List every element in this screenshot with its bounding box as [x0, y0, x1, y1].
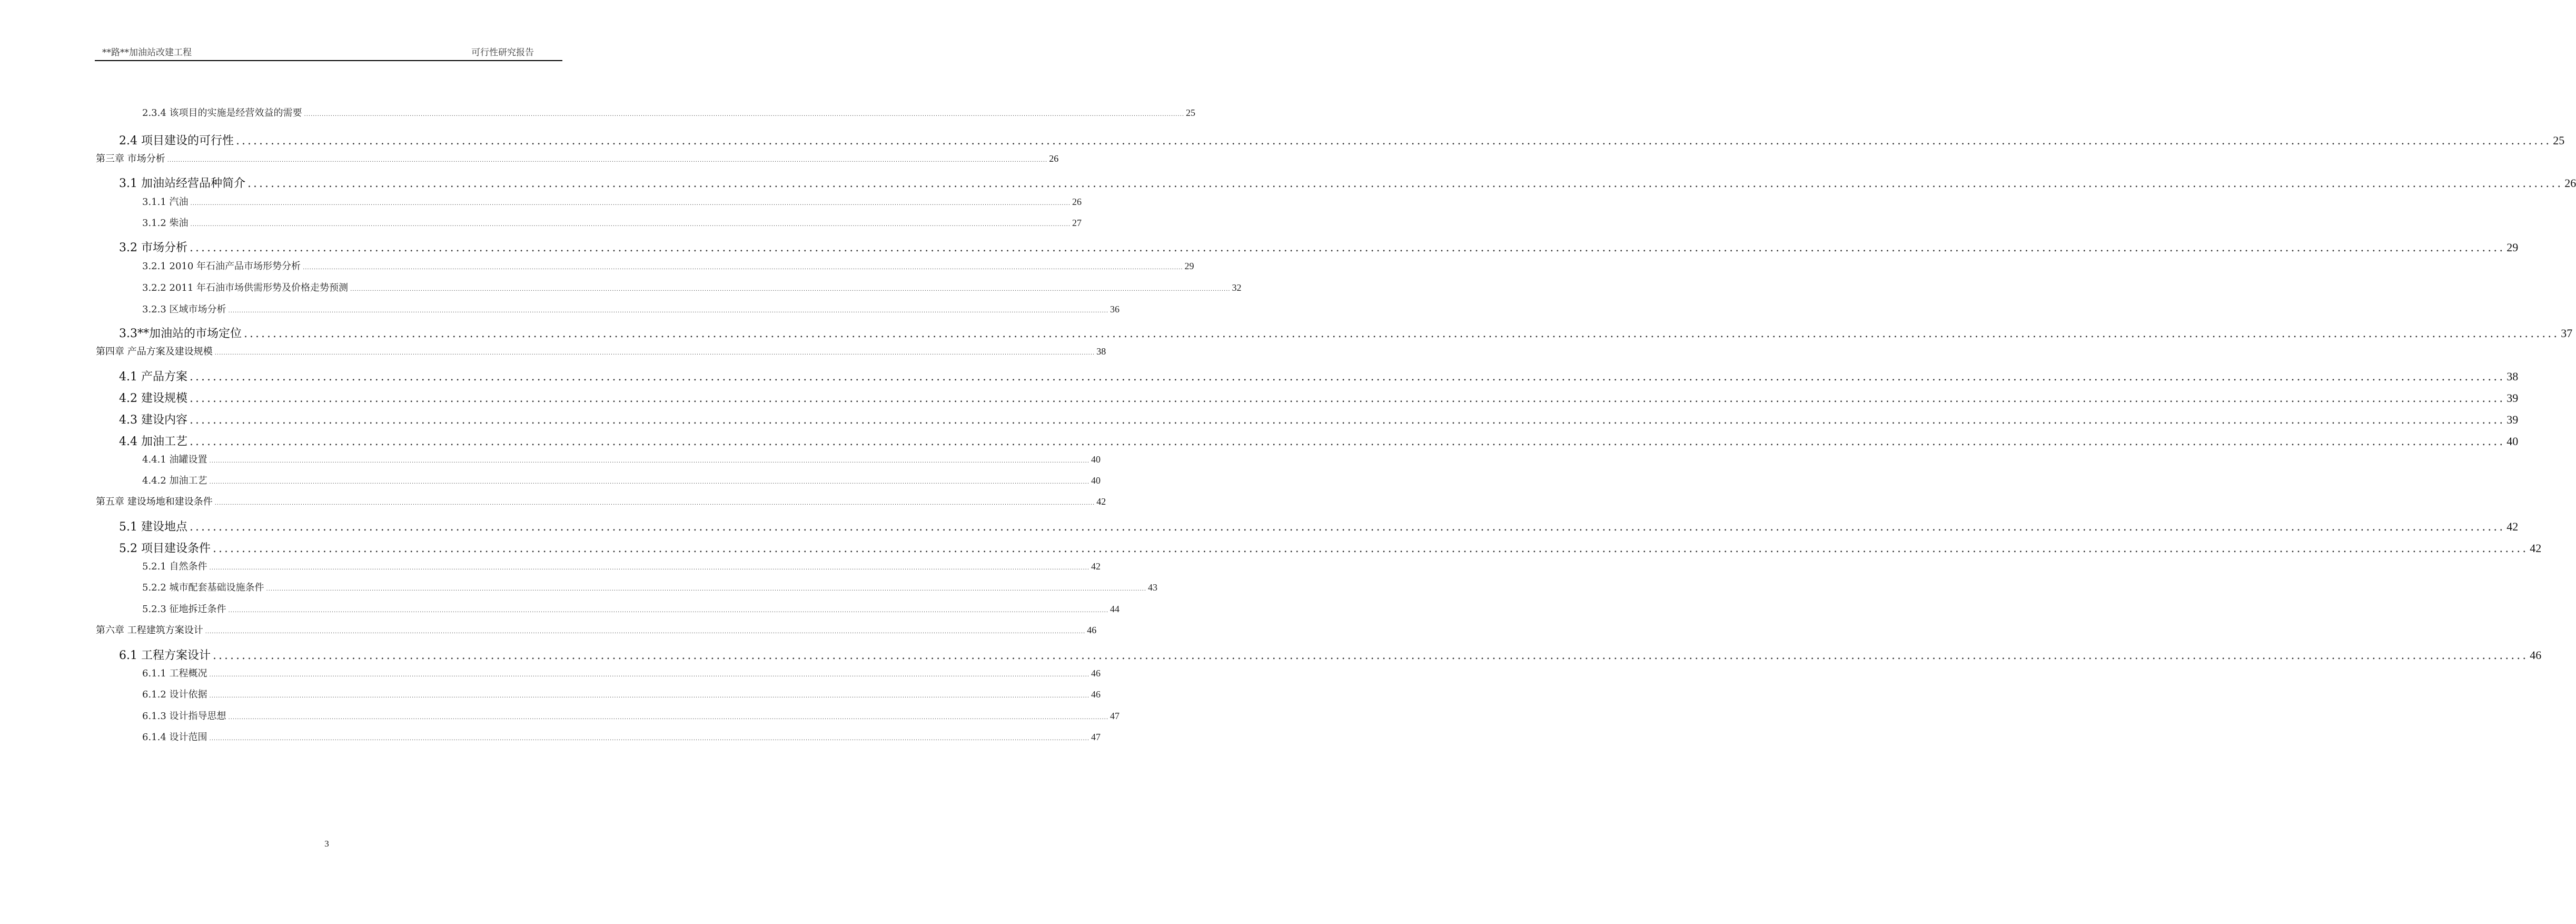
dot-leader: ................................................................................................................................................................................................................................................................................................................................................................................................................ [190, 201, 1071, 207]
dot-leader: ................................................................................................................................................................................................................................................................................................................................................................................................................ [266, 586, 1147, 592]
toc-entry[interactable] [96, 344, 1106, 358]
toc-entry-page: 27 [1072, 218, 1082, 228]
dot-leader: ................................................................................................................................................................................................................................................................................................................................................................................................................ [190, 222, 1071, 228]
dot-leader: ................................................................................................................................................................................................................................................................................................................................................................................................................ [209, 565, 1090, 571]
dot-leader: ................................................................................................................................................................................................................................................................................................................................................................................................................ [228, 308, 1109, 314]
toc-entry[interactable] [142, 452, 1101, 466]
dot-leader: ................................................................................................................................................................................................................................................................................................................................................................................................................ [212, 649, 2529, 662]
toc-entry-page: 47 [1091, 732, 1101, 742]
dot-leader: ................................................................................................................................................................................................................................................................................................................................................................................................................ [303, 265, 1183, 271]
toc-entry-page: 37 [2561, 327, 2573, 340]
toc-entry-page: 29 [1184, 261, 1194, 271]
toc-entry[interactable] [142, 280, 1242, 294]
toc-entry[interactable] [142, 194, 1082, 208]
toc-entry-title: 6.1 工程方案设计 [119, 649, 211, 662]
dot-leader: ................................................................................................................................................................................................................................................................................................................................................................................................................ [167, 158, 1048, 163]
toc-entry[interactable] [96, 494, 1106, 508]
toc-entry-page: 29 [2506, 241, 2519, 254]
dot-leader: ................................................................................................................................................................................................................................................................................................................................................................................................................ [209, 693, 1090, 699]
dot-leader: ................................................................................................................................................................................................................................................................................................................................................................................................................ [228, 715, 1109, 721]
toc-entry[interactable] [96, 151, 1059, 165]
toc-entry-page: 25 [2553, 134, 2565, 147]
toc-entry-title: 3.2.2 2011 年石油市场供需形势及价格走势预测 [142, 282, 349, 293]
toc-entry[interactable] [142, 473, 1101, 487]
toc-entry-title: 5.1 建设地点 [119, 520, 187, 534]
page-number: 3 [324, 839, 329, 849]
toc-entry-title: 6.1.4 设计范围 [142, 732, 207, 743]
dot-leader: ................................................................................................................................................................................................................................................................................................................................................................................................................ [189, 520, 2505, 534]
toc-entry[interactable] [119, 411, 2519, 427]
toc-entry-page: 39 [2506, 413, 2519, 426]
dot-leader: ................................................................................................................................................................................................................................................................................................................................................................................................................ [189, 392, 2505, 405]
toc-entry[interactable] [119, 646, 2542, 663]
toc-entry[interactable] [142, 215, 1082, 229]
toc-entry-title: 3.2 市场分析 [119, 241, 187, 254]
toc-entry-page: 32 [1232, 282, 1242, 293]
toc-entry[interactable] [119, 539, 2542, 556]
toc-entry-page: 38 [2506, 370, 2519, 383]
toc-entry-title: 3.3**加油站的市场定位 [119, 327, 242, 340]
dot-leader: ................................................................................................................................................................................................................................................................................................................................................................................................................ [209, 672, 1090, 678]
toc-entry-title: 3.1.1 汽油 [142, 196, 189, 208]
toc-entry[interactable] [142, 302, 1120, 316]
toc-entry-page: 25 [1186, 107, 1196, 118]
document-type: 可行性研究报告 [471, 47, 534, 58]
dot-leader: ................................................................................................................................................................................................................................................................................................................................................................................................................ [214, 350, 1095, 356]
toc-entry-title: 4.1 产品方案 [119, 370, 187, 384]
toc-entry[interactable] [142, 559, 1101, 573]
toc-entry[interactable] [142, 687, 1101, 701]
toc-entry-title: 5.2 项目建设条件 [119, 542, 211, 555]
toc-entry-title: 5.2.2 城市配套基础设施条件 [142, 582, 264, 593]
toc-entry-page: 42 [2506, 520, 2519, 533]
toc-entry-title: 2.3.4 该项目的实施是经营效益的需要 [142, 107, 302, 119]
toc-entry[interactable] [119, 174, 2576, 191]
toc-entry-page: 39 [2506, 391, 2519, 405]
dot-leader: ................................................................................................................................................................................................................................................................................................................................................................................................................ [214, 500, 1095, 506]
toc-entry[interactable] [142, 602, 1120, 615]
dot-leader: ................................................................................................................................................................................................................................................................................................................................................................................................................ [212, 542, 2529, 555]
toc-entry-page: 46 [1091, 668, 1101, 679]
toc-entry-title: 第四章 产品方案及建设规模 [96, 346, 213, 357]
toc-entry[interactable] [142, 105, 1196, 119]
toc-entry-title: 3.1.2 柴油 [142, 218, 189, 229]
toc-entry-page: 40 [2506, 435, 2519, 448]
toc-entry[interactable] [142, 730, 1101, 743]
toc-entry[interactable] [119, 389, 2519, 406]
toc-entry-title: 第六章 工程建筑方案设计 [96, 625, 203, 636]
dot-leader: ................................................................................................................................................................................................................................................................................................................................................................................................................ [209, 736, 1090, 742]
toc-entry[interactable] [119, 518, 2519, 534]
toc-entry-page: 46 [1087, 625, 1097, 635]
toc-entry[interactable] [142, 580, 1158, 594]
toc-entry-title: 3.1 加油站经营品种简介 [119, 177, 245, 190]
toc-entry-page: 40 [1091, 475, 1101, 486]
dot-leader: ................................................................................................................................................................................................................................................................................................................................................................................................................ [350, 287, 1231, 292]
dot-leader: ................................................................................................................................................................................................................................................................................................................................................................................................................ [189, 370, 2505, 384]
toc-entry-page: 26 [2564, 176, 2576, 190]
toc-entry-title: 4.4 加油工艺 [119, 435, 187, 448]
toc-entry[interactable] [142, 709, 1120, 722]
toc-entry-title: 3.2.1 2010 年石油产品市场形势分析 [142, 261, 301, 272]
toc-entry-page: 42 [2530, 542, 2542, 555]
toc-entry-title: 3.2.3 区域市场分析 [142, 304, 226, 315]
toc-entry-page: 42 [1096, 496, 1106, 507]
toc-entry-title: 6.1.1 工程概况 [142, 668, 207, 679]
toc-entry-page: 47 [1110, 711, 1120, 721]
toc-entry-page: 46 [2530, 648, 2542, 662]
toc-entry[interactable] [119, 432, 2519, 449]
toc-entry-title: 4.4.2 加油工艺 [142, 475, 207, 486]
dot-leader: ................................................................................................................................................................................................................................................................................................................................................................................................................ [304, 112, 1185, 117]
toc-entry[interactable] [119, 368, 2519, 384]
toc-entry[interactable] [142, 259, 1194, 272]
toc-entry[interactable] [119, 132, 2565, 148]
toc-entry-title: 第三章 市场分析 [96, 153, 165, 164]
toc-entry[interactable] [142, 666, 1101, 680]
dot-leader: ................................................................................................................................................................................................................................................................................................................................................................................................................ [209, 479, 1090, 485]
toc-entry-page: 40 [1091, 454, 1101, 465]
dot-leader: ................................................................................................................................................................................................................................................................................................................................................................................................................ [247, 177, 2563, 190]
dot-leader: ................................................................................................................................................................................................................................................................................................................................................................................................................ [189, 435, 2505, 448]
toc-entry-page: 42 [1091, 561, 1101, 572]
dot-leader: ................................................................................................................................................................................................................................................................................................................................................................................................................ [244, 327, 2560, 340]
document-title: **路**加油站改建工程 [102, 47, 192, 58]
toc-entry-title: 4.4.1 油罐设置 [142, 454, 207, 465]
toc-entry-title: 6.1.3 设计指导思想 [142, 711, 226, 722]
toc-entry-title: 第五章 建设场地和建设条件 [96, 496, 213, 507]
toc-entry-page: 43 [1148, 582, 1158, 593]
toc-entry-title: 4.2 建设规模 [119, 392, 187, 405]
toc-entry-page: 26 [1049, 153, 1059, 164]
toc-entry-page: 46 [1091, 689, 1101, 700]
dot-leader: ................................................................................................................................................................................................................................................................................................................................................................................................................ [228, 608, 1109, 614]
toc-entry-title: 4.3 建设内容 [119, 414, 187, 427]
page-header [95, 47, 562, 61]
toc-entry[interactable] [119, 325, 2573, 341]
dot-leader: ................................................................................................................................................................................................................................................................................................................................................................................................................ [205, 629, 1086, 635]
toc-entry-title: 5.2.1 自然条件 [142, 561, 207, 572]
toc-entry[interactable] [119, 239, 2519, 255]
toc-entry-title: 6.1.2 设计依据 [142, 689, 207, 700]
dot-leader: ................................................................................................................................................................................................................................................................................................................................................................................................................ [209, 458, 1090, 464]
dot-leader: ................................................................................................................................................................................................................................................................................................................................................................................................................ [189, 241, 2505, 254]
toc-entry-page: 36 [1110, 304, 1120, 314]
toc-entry-page: 38 [1096, 346, 1106, 357]
dot-leader: ................................................................................................................................................................................................................................................................................................................................................................................................................ [189, 414, 2505, 427]
dot-leader: ................................................................................................................................................................................................................................................................................................................................................................................................................ [235, 134, 2552, 148]
toc-entry-title: 5.2.3 征地拆迁条件 [142, 604, 226, 615]
toc-entry-page: 44 [1110, 604, 1120, 614]
toc-entry-title: 2.4 项目建设的可行性 [119, 134, 234, 148]
toc-entry[interactable] [96, 623, 1097, 636]
toc-entry-page: 26 [1072, 196, 1082, 207]
